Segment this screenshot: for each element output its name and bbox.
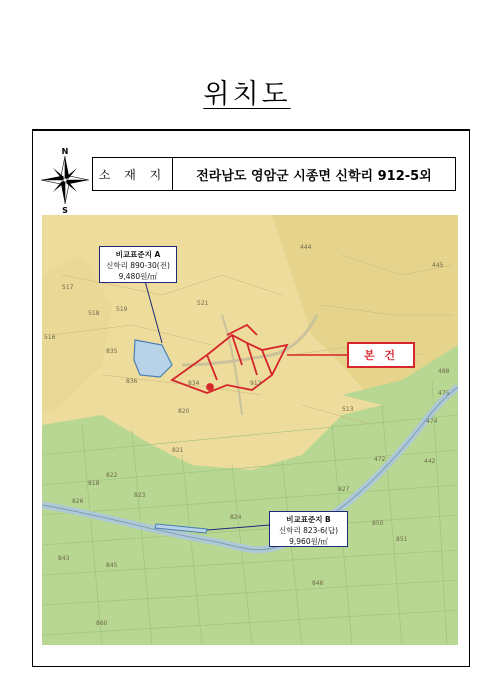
svg-text:516: 516	[44, 334, 56, 341]
compass-south-label: S	[62, 206, 68, 214]
svg-text:475: 475	[438, 390, 450, 397]
svg-text:845: 845	[106, 562, 118, 569]
svg-text:820: 820	[178, 408, 190, 415]
svg-text:850: 850	[372, 520, 384, 527]
svg-text:517: 517	[62, 284, 74, 291]
svg-text:821: 821	[172, 447, 184, 454]
svg-text:474: 474	[426, 418, 438, 425]
svg-text:826: 826	[72, 498, 84, 505]
svg-text:519: 519	[116, 306, 128, 313]
svg-text:472: 472	[374, 456, 386, 463]
svg-text:488: 488	[438, 368, 450, 375]
svg-text:513: 513	[342, 406, 354, 413]
svg-text:823: 823	[134, 492, 146, 499]
comparable-b-price: 9,960원/㎡	[289, 537, 328, 546]
svg-text:445: 445	[432, 262, 444, 269]
svg-text:843: 843	[58, 555, 70, 562]
page-title: 위치도	[203, 79, 291, 110]
svg-text:442: 442	[424, 458, 436, 465]
svg-text:851: 851	[396, 536, 408, 543]
svg-text:518: 518	[88, 310, 100, 317]
comparable-a-callout	[99, 246, 177, 283]
comparable-a-location: 신학리 890-30(전)	[106, 261, 170, 270]
comparable-a-title: 비교표준지 A	[115, 250, 161, 259]
compass-rose-icon	[38, 146, 92, 214]
comparable-b-location: 신학리 823-6(답)	[278, 526, 338, 535]
compass-north-label: N	[61, 147, 69, 156]
address-value: 전라남도 영암군 시종면 신학리 912-5외	[196, 168, 432, 184]
svg-text:834: 834	[188, 380, 200, 387]
svg-text:860: 860	[96, 620, 108, 627]
svg-text:822: 822	[106, 472, 118, 479]
comparable-a-price: 9,480원/㎡	[118, 272, 158, 281]
address-label: 소 재 지	[93, 158, 173, 190]
svg-text:835: 835	[106, 348, 118, 355]
svg-text:444: 444	[300, 244, 312, 251]
svg-text:824: 824	[230, 514, 242, 521]
comparable-b-title: 비교표준지 B	[286, 515, 331, 524]
comparable-b-callout	[269, 511, 348, 547]
svg-text:846: 846	[312, 580, 324, 587]
svg-text:818: 818	[88, 480, 100, 487]
svg-text:912: 912	[250, 380, 262, 387]
svg-text:836: 836	[126, 378, 138, 385]
subject-property-label: 본 건	[347, 342, 415, 368]
svg-text:827: 827	[338, 486, 350, 493]
address-table	[92, 157, 456, 191]
svg-text:521: 521	[197, 300, 209, 307]
